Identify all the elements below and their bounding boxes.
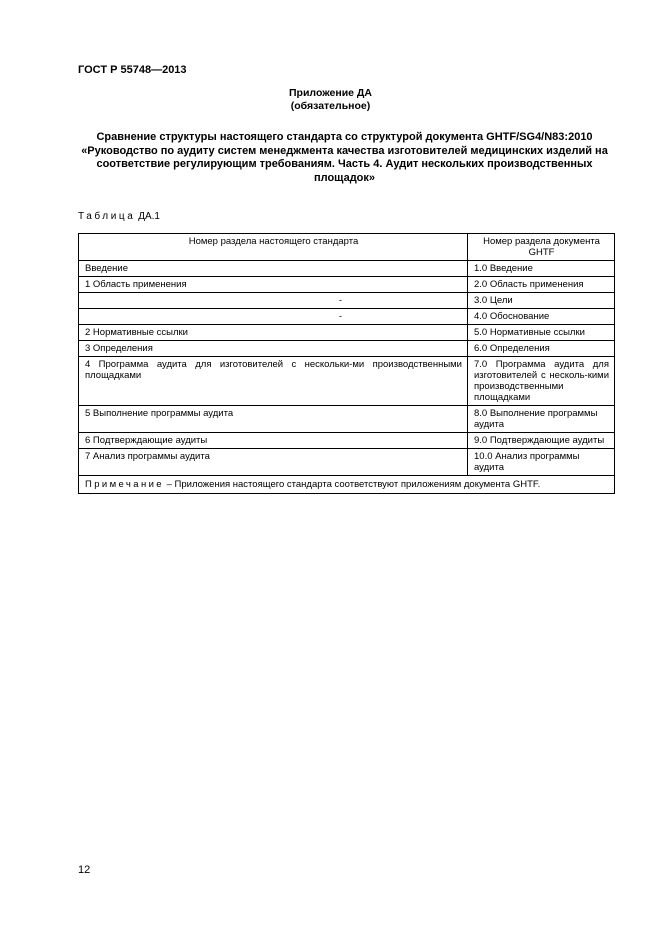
cell-standard-section: 6 Подтверждающие аудиты — [79, 433, 468, 449]
comparison-table — [78, 233, 615, 494]
table-row — [79, 406, 615, 433]
table-row — [79, 341, 615, 357]
table-row — [79, 449, 615, 476]
appendix-title: Приложение ДА — [289, 87, 372, 99]
title-line: Сравнение структуры настоящего стандарта со структурой документа GHTF/SG4/N83:2010 — [96, 131, 593, 143]
cell-standard-section: - — [79, 309, 468, 325]
cell-standard-section: 1 Область применения — [79, 277, 468, 293]
cell-ghtf-section: 8.0 Выполнение программы аудита — [468, 406, 615, 433]
cell-ghtf-section: 5.0 Нормативные ссылки — [468, 325, 615, 341]
note-lead: Примечание — [85, 479, 164, 490]
cell-ghtf-section: 6.0 Определения — [468, 341, 615, 357]
table-row — [79, 261, 615, 277]
table-note-row — [79, 476, 615, 494]
table-header-row — [79, 234, 615, 261]
table-row — [79, 433, 615, 449]
page-number: 12 — [78, 864, 91, 876]
table-caption — [78, 211, 160, 222]
cell-standard-section: 4 Программа аудита для изготовителей с нескольки-ми производственными площадками — [79, 357, 468, 406]
table-row — [79, 277, 615, 293]
cell-standard-section: Введение — [79, 261, 468, 277]
document-code: ГОСТ Р 55748—2013 — [78, 64, 187, 76]
title-line: «Руководство по аудиту систем менеджмента качества изготовителей медицинских изделий на — [81, 144, 608, 157]
cell-standard-section: 3 Определения — [79, 341, 468, 357]
cell-ghtf-section: 3.0 Цели — [468, 293, 615, 309]
cell-ghtf-section: 9.0 Подтверждающие аудиты — [468, 433, 615, 449]
table-row — [79, 325, 615, 341]
appendix-heading — [0, 87, 661, 113]
table-note — [79, 476, 615, 494]
table-row — [79, 309, 615, 325]
note-text: – Приложения настоящего стандарта соответствуют приложениям документа GHTF. — [164, 479, 541, 490]
table-caption-number: ДА.1 — [135, 211, 160, 222]
cell-ghtf-section: 1.0 Введение — [468, 261, 615, 277]
cell-standard-section: 7 Анализ программы аудита — [79, 449, 468, 476]
table-row — [79, 357, 615, 406]
cell-ghtf-section: 7.0 Программа аудита для изготовителей с несколь-кими производственными площадками — [468, 357, 615, 406]
cell-standard-section: 5 Выполнение программы аудита — [79, 406, 468, 433]
document-title — [72, 131, 617, 185]
table-row — [79, 293, 615, 309]
title-line: соответствие регулирующим требованиям. Часть 4. Аудит нескольких производственных — [96, 158, 593, 170]
cell-ghtf-section: 10.0 Анализ программы аудита — [468, 449, 615, 476]
cell-ghtf-section: 4.0 Обоснование — [468, 309, 615, 325]
cell-standard-section: 2 Нормативные ссылки — [79, 325, 468, 341]
title-line: площадок» — [313, 171, 376, 184]
cell-ghtf-section: 2.0 Область применения — [468, 277, 615, 293]
column-header-standard: Номер раздела настоящего стандарта — [79, 234, 468, 261]
cell-standard-section: - — [79, 293, 468, 309]
table-caption-word: Таблица — [78, 211, 136, 222]
column-header-ghtf: Номер раздела документа GHTF — [468, 234, 615, 261]
appendix-status: (обязательное) — [290, 100, 371, 112]
